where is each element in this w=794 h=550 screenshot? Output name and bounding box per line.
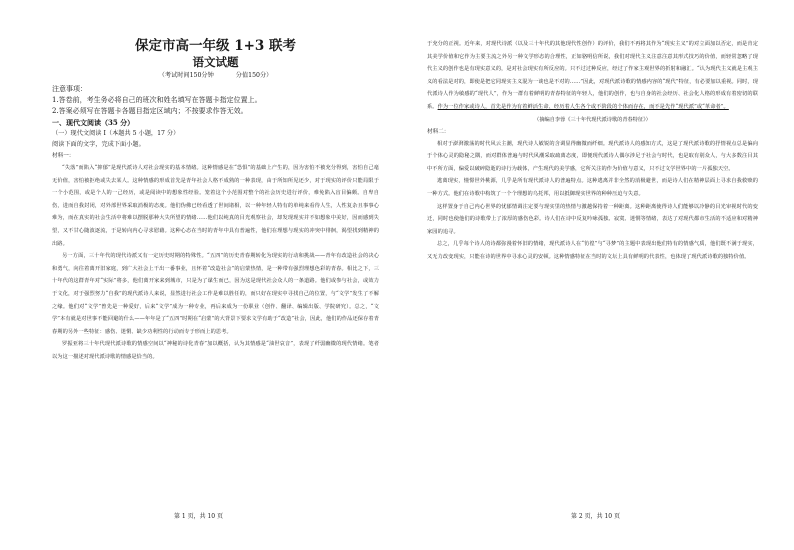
- paragraph-7: 总之，几乎每个诗人的诗都弥漫着怀旧的情绪，现代派诗人在“彷徨”与“寻梦”的主题中表现出他们特有的情感气质，他们既不满于现实，又无力改变现实，只能在诗的世界中寻求心灵的安顿。这种情感特征在当时的文坛上具有鲜明的代表性，也体现了现代派诗歌的独特价值。: [427, 241, 758, 260]
- exam-time: （考试时间150分钟: [158, 72, 214, 79]
- paragraph-1: “失落”而陷入“抑郁”是现代派诗人对社会现实的基本情绪。这种情感是在“恐惧”的基础上产生的，因为害怕不被充分得到，害怕自己毫无价值，害怕被拒绝或失去某人。这种情感的形成首先是青年社会人格不成熟的一种表现，由于所知所见还少，对于现实的评价只能局限于一个小范围，或是个人的一己经历，或是阅读中的想象性经验。笼着这个小范围对整个的社会历史进行评价，难免陷入盲目偏颇。自卑自伤，进而自我封闭，对外部世界采取消极的态度。他们伪佛已经看透了世间诸相，以一种年轻人特有的单纯来看待人生，人性复杂且事事心难为，而在真实的社会生活中将难以摆脱那种大失所望的情绪……他们以纯真的目光观察社会，却发现现实并不如想象中美好，因而感到失望，又不甘心随波逐流，于是转向内心寻求慰藉。这种心态在当时的青年中具有普遍性，他们在理想与现实的冲突中徘徊，渴望找到精神的出路。: [52, 165, 379, 247]
- note-1: 1.答卷前，考生务必将自己的班次和姓名填写在答题卡指定位置上。: [52, 96, 262, 104]
- material-one-label: 材料一：: [52, 153, 75, 159]
- paragraph-3: 罗振亚将三十年代现代派诗歌的情感空间以“神秘的诗化青春”加以概括，认为其情感是“油世哀音”，表现了纤弱幽微的现代情绪。笔者以为这一描述对现代派诗歌的情感是恰当的。: [52, 341, 379, 360]
- exam-subtitle: 语文试题: [192, 55, 239, 69]
- underlined-sentence: 作为一位作家或诗人，首先是作为有着鲜活生命、经历着人生各个或不阶段的个体而存在，而不是先作“现代派”或“革命者”。: [437, 103, 729, 110]
- subsection-heading: （一）现代文阅读 I（本题共 5 小题，17 分）: [52, 130, 180, 137]
- page-footer-right: 第 2 页，共 10 页: [570, 513, 621, 520]
- exam-meta: [52, 71, 379, 80]
- paragraph-6: 这样置身于自己内心世界的忧郁情调注定要与现实里的热情与激越保持着一种距离。这种距离使得诗人们能够以冷静的目光审视时代的变迁，同时也使他们的诗歌带上了浓厚的感伤色彩。诗人们在诗中反复吟咏孤独、寂寞、迷惘等情绪，表达了对现代都市生活的不适应和对精神家园的追寻。: [427, 203, 758, 235]
- material-two-label: 材料二：: [427, 128, 450, 135]
- exam-title: 保定市高一年级 1+3 联考: [135, 38, 296, 54]
- page-right: [397, 0, 794, 550]
- paragraph-continued-text: 于充分的正视。近年来，对现代诗派（以及三十年代的其他现代性创作）的评价，我们不再将其作为“现实主义”的对立面加以否定，而是肯定其美学价值和它作为主要主流之外另一种文学形态的合理性，正如骆明信所说，我们对现代主义注意注意其形式技巧的价值，而轻常忽略了现代主义的创作也是有现实意义的，是对社会现实有所反应的。只不过过种反应，经过了作家主观世界的折射和融汇。“认为现代主义就是主观主义的看法是对的，即使是把它同现实主义混为一谈也是不对的……”因此，对现代派诗歌的情感内容的“现代”特征，有必要加以重视。同时，现代派诗人作为敏感的“现代人”，作为一群有着鲜明的青春特征的年轻人，他们的创作，也与自身的社会经历、社会化人格的形成有着密切的联系。: [427, 41, 758, 110]
- paragraph-5: 逃离现实，憧憬世外桃源，几乎是所有现代派诗人的普遍特点。这种逃离并非全然的消极避世，而是诗人们在精神层面上寻求自我救赎的一种方式。他们在诗歌中构筑了一个个理想的乌托邦，用以抵御现实世界的种种压迫与失意。: [427, 178, 758, 197]
- source-citation: （摘编自李蓉《三十年代现代派诗歌的青春特征》）: [534, 116, 651, 123]
- section-heading: 一、现代文阅读（35 分）: [52, 118, 135, 127]
- full-score: 分值150分）: [235, 72, 273, 79]
- paragraph-continued: [427, 38, 758, 114]
- note-2: 2.答案必须写在答题卡各题目指定区域内；不按要求作答无效。: [52, 107, 248, 115]
- paragraph-4: 相对于澎湃激荡的时代风云主潮，现代诗人敏锐的含调显得幽微而纤细。现代派诗人的感知方式，这是了现代派诗歌的抒情视点总是偏向于个体心灵的隐秘之隅，而对群体普遍与时代风潮采取疏离态度，即便现代派诗人偶尔涉足于社会与时代，也是取有别众人，与大多数注目其中不所方面，偏爱以破碎隐逝的诗行为载体，产生现代的美学感，它所关注的作为价值与意义，只不过文学世界中的一片孤独天空。: [427, 140, 758, 172]
- page-footer-left: 第 1 页，共 10 页: [173, 513, 224, 520]
- instruction: 阅读下面的文字，完成下面小题。: [52, 141, 145, 148]
- notes-heading: 注意事项：: [52, 85, 87, 93]
- paragraph-2: 另一方面，三十年代的现代诗派又有一定历史时期的特殊性。“五四”的历史青春期转化为现实的行动和挑战——青年有改造社会的决心和勇气，向往着离开旧家庭，到广大社会上干出一番事业，且怀着“改造社会”的启蒙热情，是一种带有强烈理想色彩的青春。相比之下，三十年代的这群青年对“实际”将多，他们离开家来到城市，只是为了谋生而已，因为这是现代社会众人的一条道路。他们或参与社会，或效力于文化，对于强烈努力“自我”的现代派诗人来说，显然进行社会工作是难以胜任的，而只好在现实中寻找自己的位置，与“文学”发生了不解之缘。他们对“文学”曾先是一种爱好，后来“文学”成为一种专业，再后来成为一份职业（创作、翻译、编辑出版、学院研究）。总之，“文学”本有就是对世事不能回避的什么——年年是了“五四”时期在“启蒙”的大背景下要求文学有助于“改造”社会，因此，他们的作品还保存着青春期的另外一些特征：感伤、迷惘、缺少功利性的行动而专于形而上的思考。: [52, 253, 379, 335]
